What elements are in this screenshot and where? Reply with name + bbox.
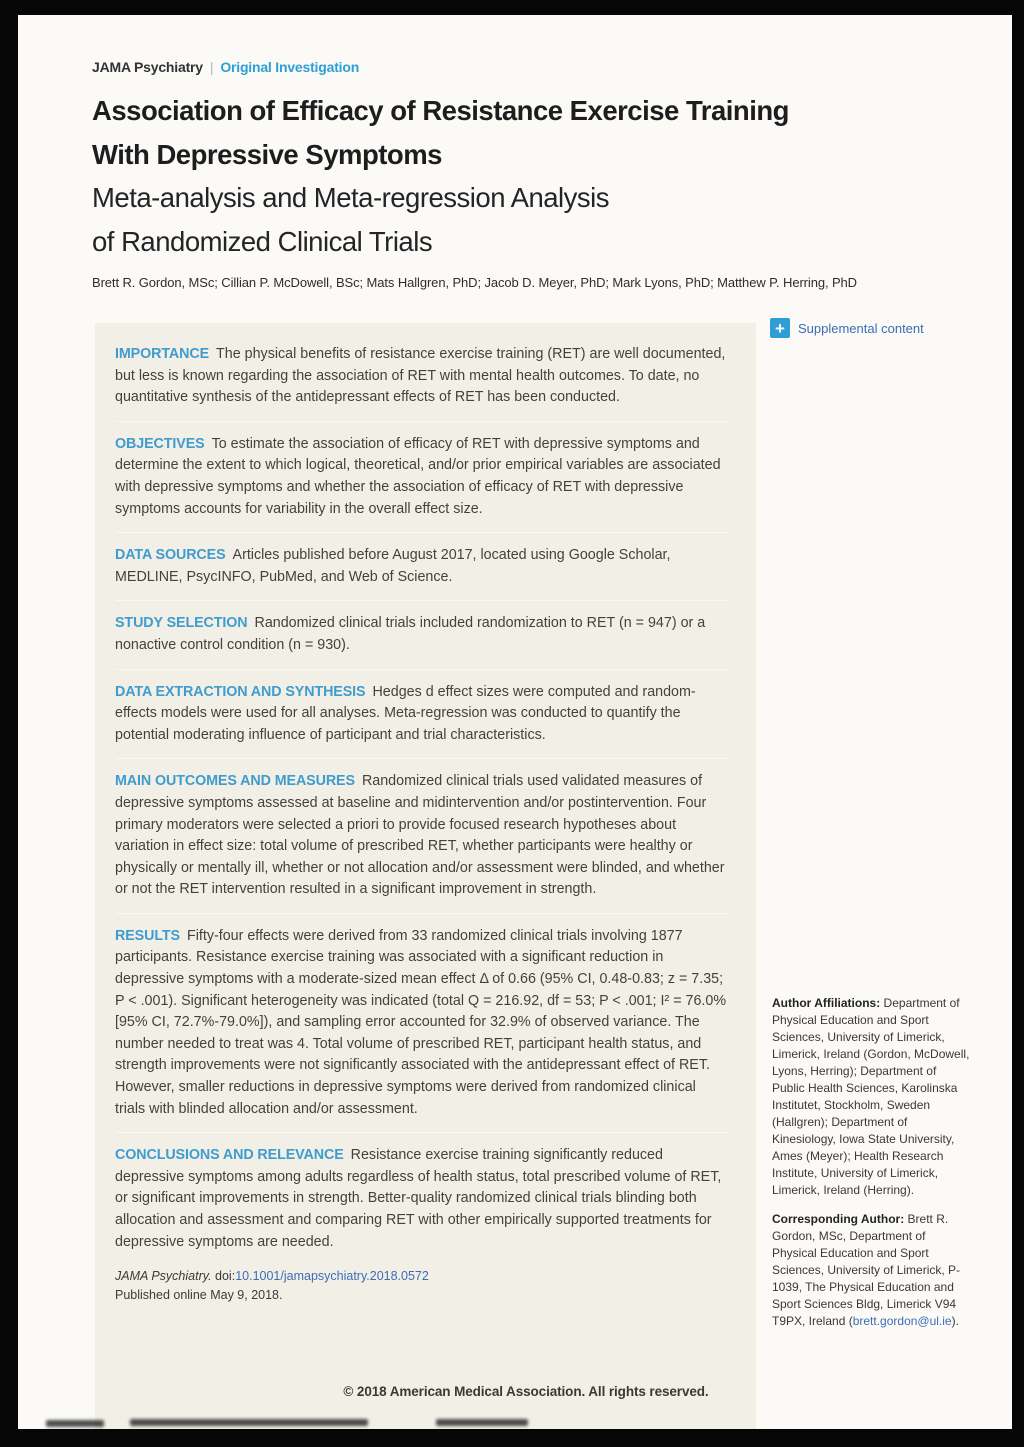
corresponding-text-close: ). [951,1314,959,1328]
abstract-section-results [115,913,728,1120]
title-block [92,89,952,263]
abstract-section-main-outcomes [115,758,728,901]
section-label: MAIN OUTCOMES AND MEASURES [115,773,355,790]
section-label: OBJECTIVES [115,435,205,452]
citation-doi-prefix: doi: [211,1269,236,1284]
scan-artifact [130,1419,368,1426]
corresponding-author [772,1211,972,1330]
journal-name: JAMA Psychiatry [92,59,203,75]
section-label: STUDY SELECTION [115,615,248,632]
affiliations-text: Department of Physical Education and Sport Sciences, University of Limerick, Limerick, Ireland (Gordon, McDowell, Lyons, Herring); Department of Public Health Sciences, Karolinska Institutet, Stockholm, Sweden (Hallgren); Department of Kinesiology, Iowa State University, Ames (Meyer); Health Research Institute, University of Limerick, Limerick, Ireland (Herring). [772,996,970,1197]
section-label: CONCLUSIONS AND RELEVANCE [115,1147,344,1164]
section-text: Articles published before August 2017, located using Google Scholar, MEDLINE, PsycINFO, PubMed, and Web of Science. [115,547,671,585]
citation-journal: JAMA Psychiatry. [115,1269,212,1284]
page-title-line-1: Association of Efficacy of Resistance Exercise Training [92,95,789,126]
corresponding-text: Brett R. Gordon, MSc, Department of Physical Education and Sport Sciences, University of Limerick, P-1039, The Physical Education and Sport Sciences Bldg, Limerick V94 T9PX, Ireland ( [772,1212,961,1328]
section-text: Randomized clinical trials used validated measures of depressive symptoms assessed at baseline and midintervention and/or postintervention. Four primary moderators were selected a priori to provide focused research hypotheses about variation in effect size: total volume of prescribed RET, whether participants were healthy or physically or mentally ill, whether or not allocation and/or assessment were blinded, and whether or not the RET intervention resulted in a significant improvement in strength. [115,773,725,898]
section-text: Fifty-four effects were derived from 33 randomized clinical trials involving 1877 participants. Resistance exercise training was associated with a significant reduction in depressive symptoms with a moderate-sized mean effect Δ of 0.66 (95% CI, 0.48-0.83; z = 7.35; P < .001). Significant heterogeneity was indicated (total Q = 216.92, df = 53; P < .001; I² = 76.0% [95% CI, 72.7%-79.0%]), and sampling error accounted for 32.9% of observed variance. The number needed to treat was 4. Total volume of prescribed RET, participant health status, and strength improvements were not significantly associated with the antidepressant effect of RET. However, smaller reductions in depressive symptoms were derived from randomized clinical trials with blinded allocation and/or assessment. [115,927,727,1117]
section-text: Resistance exercise training significantly reduced depressive symptoms among adults regardless of health status, total prescribed volume of RET, or significant improvements in strength. Better-quality randomized clinical trials blinding both allocation and assessment and comparing RET with other empirically supported treatments for depressive symptoms are needed. [115,1147,722,1250]
scan-artifact [436,1419,528,1426]
kicker-separator: | [209,59,214,75]
corresponding-label: Corresponding Author: [772,1212,905,1226]
abstract-section-importance [115,344,728,409]
email-link[interactable]: brett.gordon@ul.ie [852,1314,952,1328]
abstract-section-study-selection [115,600,728,656]
author-info-rail [772,995,972,1330]
section-label: DATA SOURCES [115,547,226,564]
section-text: Hedges d effect sizes were computed and random-effects models were used for all analyses. Meta-regression was conducted to quantify the potential moderating influence of participant and trial characteristics. [115,683,696,743]
abstract-section-conclusions [115,1132,728,1253]
section-label: IMPORTANCE [115,346,210,362]
journal-kicker [92,59,359,75]
section-text: Randomized clinical trials included randomization to RET (n = 947) or a nonactive control condition (n = 930). [115,615,706,653]
section-label: DATA EXTRACTION AND SYNTHESIS [115,683,366,700]
doi-link[interactable]: 10.1001/jamapsychiatry.2018.0572 [235,1269,429,1284]
copyright-line: © 2018 American Medical Association. All rights reserved. [343,1384,709,1399]
abstract-box [95,323,756,1429]
abstract-section-data-extraction [115,669,728,747]
section-text: To estimate the association of efficacy of RET with depressive symptoms and determine the extent to which logical, theoretical, and/or prior empirical variables are associated with depressive symptoms and whether the association of efficacy of RET with depressive symptoms accounts for variability in the overall effect size. [115,435,721,517]
article-page [18,15,1012,1429]
author-affiliations [772,995,972,1199]
citation-block [115,1267,728,1304]
authors-line: Brett R. Gordon, MSc; Cillian P. McDowell, BSc; Mats Hallgren, PhD; Jacob D. Meyer, PhD; Mark Lyons, PhD; Matthew P. Herring, PhD [92,275,857,290]
abstract-section-data-sources [115,532,728,588]
section-label: RESULTS [115,927,180,944]
scan-artifact [46,1420,104,1427]
page-subtitle-line-1: Meta-analysis and Meta-regression Analysis [92,182,610,213]
page-subtitle-line-2: of Randomized Clinical Trials [92,225,433,257]
supplemental-content-link[interactable]: Supplemental content [798,320,924,336]
section-text: The physical benefits of resistance exercise training (RET) are well documented, but less is known regarding the association of RET with mental health outcomes. To date, no quantitative synthesis of the antidepressant effects of RET has been conducted. [115,346,726,406]
published-line: Published online May 9, 2018. [115,1287,283,1302]
article-type-label: Original Investigation [220,59,360,75]
supplemental-plus-icon[interactable]: + [770,318,790,338]
supplemental-content [770,318,924,338]
page-title-line-2: With Depressive Symptoms [92,138,442,170]
abstract-section-objectives [115,421,728,520]
affiliations-label: Author Affiliations: [772,996,881,1010]
